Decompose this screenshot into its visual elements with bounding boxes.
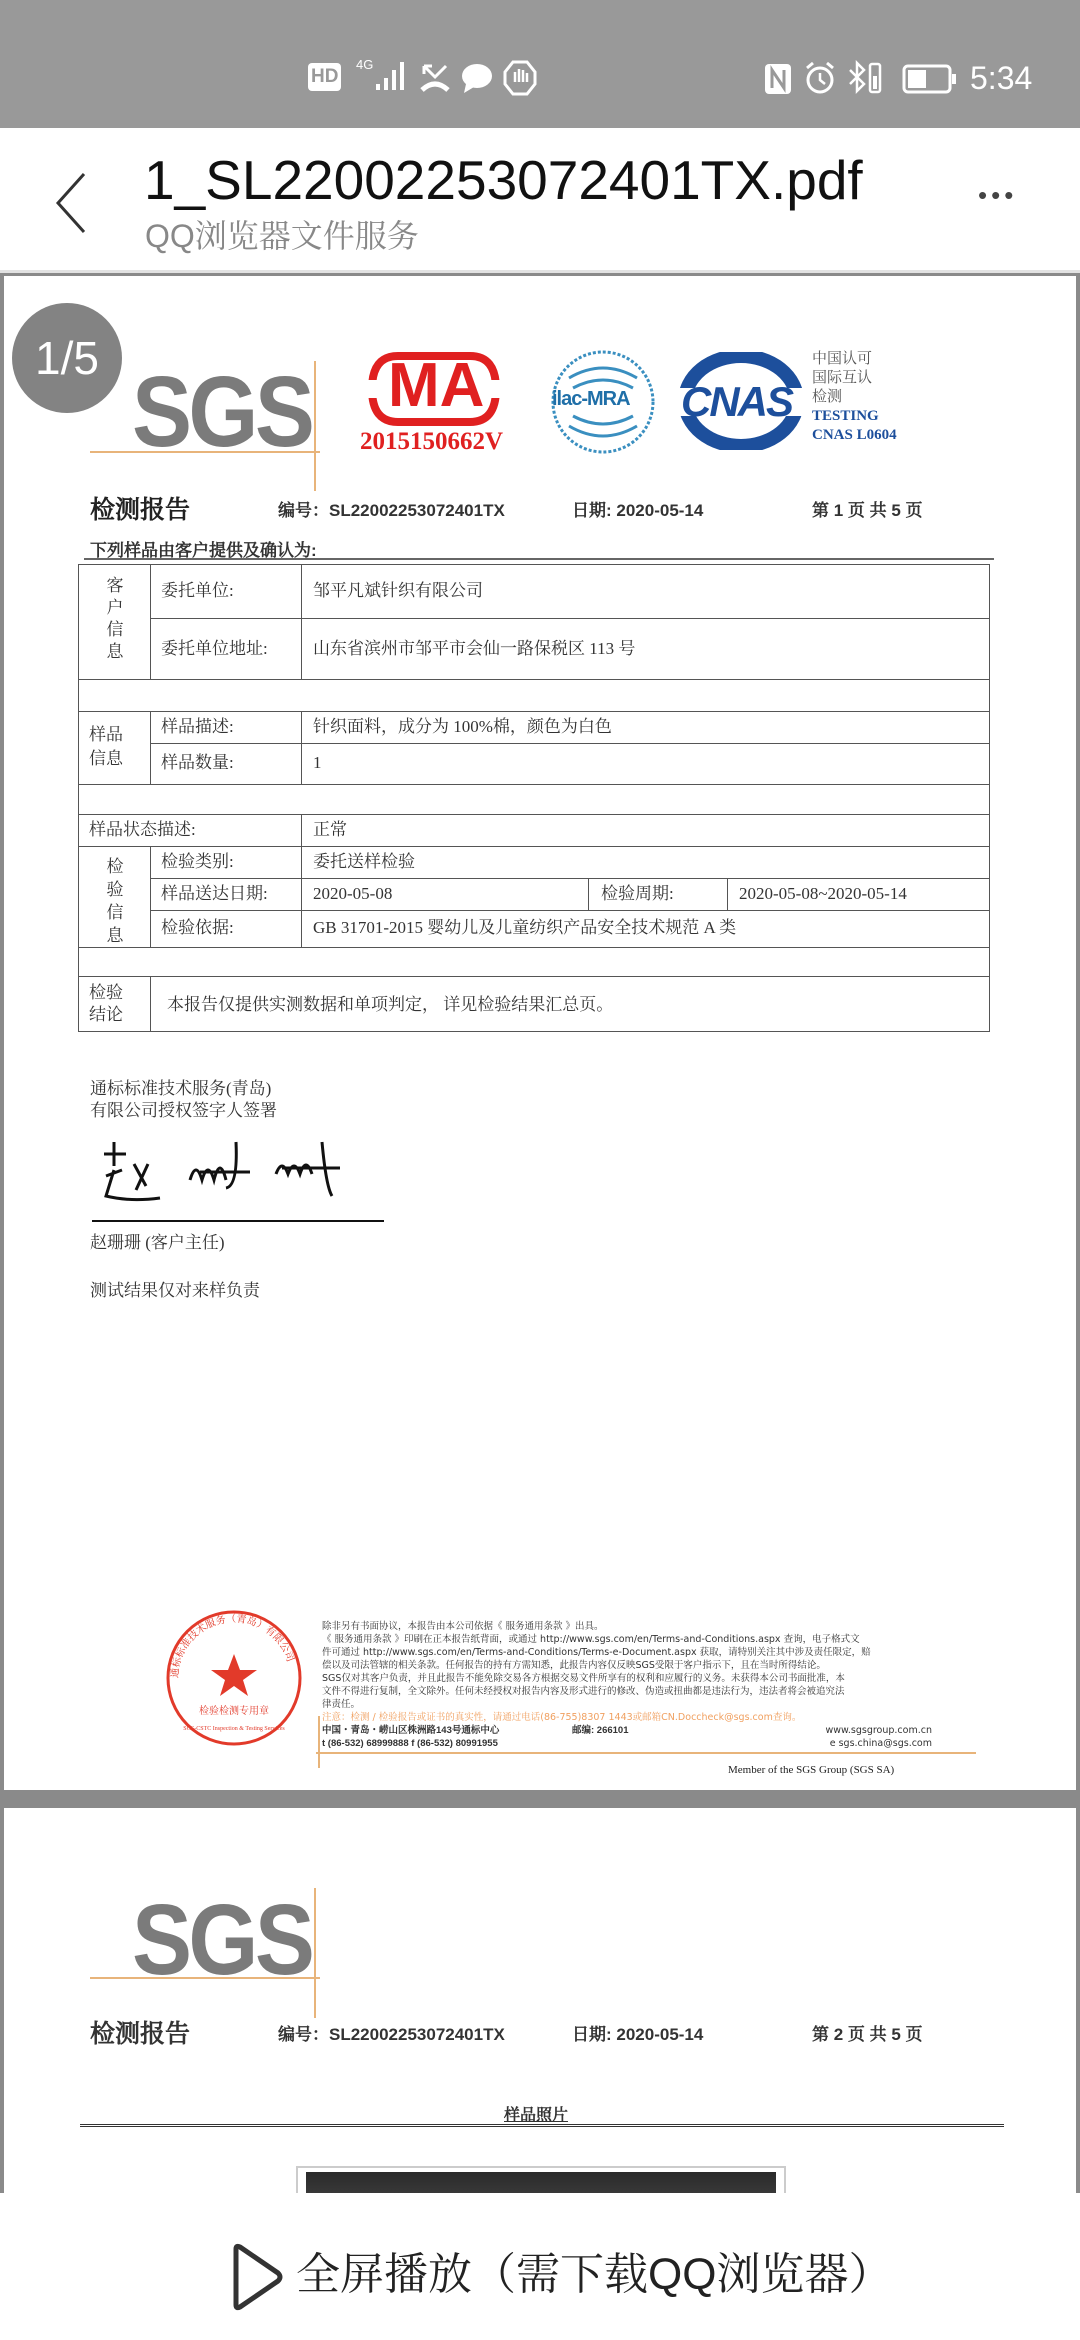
bluetooth-icon bbox=[846, 60, 882, 96]
svg-text:通标标准技术服务（青岛）有限公司: 通标标准技术服务（青岛）有限公司 bbox=[169, 1613, 296, 1679]
arrival-date: 2020-05-08 bbox=[313, 884, 393, 903]
sample-photo bbox=[296, 2166, 786, 2193]
missed-call-icon bbox=[420, 62, 450, 94]
client-group-label: 客户信息 bbox=[106, 576, 124, 661]
divider bbox=[80, 2124, 1004, 2127]
svg-text:SGS-CSTC Inspection & Testing: SGS-CSTC Inspection & Testing Services bbox=[183, 1726, 285, 1732]
alarm-icon bbox=[803, 60, 837, 96]
intro-text: 下列样品由客户提供及确认为: bbox=[90, 541, 317, 560]
signatory-org: 通标标准技术服务(青岛) 有限公司授权签字人签署 bbox=[90, 1079, 277, 1120]
report-title: 检测报告 bbox=[90, 2020, 191, 2048]
conclusion-label: 检验结论 bbox=[89, 983, 123, 1024]
sample-qty: 1 bbox=[313, 753, 322, 772]
report-number: 编号：SL22002253072401TX bbox=[278, 501, 505, 520]
page-number: 第 2 页 共 5 页 bbox=[812, 2025, 923, 2044]
chat-bubble-icon bbox=[460, 62, 494, 94]
play-icon bbox=[230, 2243, 286, 2311]
status-value: 正常 bbox=[313, 820, 347, 839]
fullscreen-play-label: 全屏播放（需下载QQ浏览器） bbox=[296, 2250, 893, 2299]
handwritten-signature bbox=[100, 1136, 350, 1216]
hand-stop-icon bbox=[503, 60, 537, 96]
divider bbox=[84, 558, 994, 560]
battery-icon bbox=[902, 64, 958, 94]
arrival-label: 样品送达日期: bbox=[161, 884, 268, 903]
disclaimer-note: 测试结果仅对来样负责 bbox=[90, 1281, 260, 1300]
client-addr-label: 委托单位地址: bbox=[161, 639, 268, 658]
basis-value: GB 31701-2015 婴幼儿及儿童纺织产品安全技术规范 A 类 bbox=[313, 918, 737, 937]
client-unit-label: 委托单位: bbox=[161, 581, 234, 600]
report-date: 日期: 2020-05-14 bbox=[572, 2025, 704, 2044]
pdf-page-2: SGS 检测报告 编号：SL22002253072401TX 日期: 2020-05-14 第 2 页 共 5 页 样品照片 bbox=[4, 1808, 1076, 2193]
file-subtitle: QQ浏览器文件服务 bbox=[145, 218, 419, 254]
client-addr: 山东省滨州市邹平市会仙一路保税区 113 号 bbox=[313, 639, 636, 658]
page-indicator-badge: 1/5 bbox=[12, 303, 122, 413]
signatory-name: 赵珊珊 (客户主任) bbox=[90, 1233, 225, 1252]
sample-info-table bbox=[78, 564, 990, 1032]
cnas-text: 中国认可 国际互认 检测 TESTING CNAS L0604 bbox=[812, 351, 897, 443]
signal-icon bbox=[374, 60, 410, 92]
client-unit: 邹平凡斌针织有限公司 bbox=[313, 581, 483, 600]
sample-desc: 针织面料，成分为 100%棉，颜色为白色 bbox=[313, 717, 612, 736]
file-title: 1_SL22002253072401TX.pdf bbox=[144, 149, 863, 211]
status-label: 样品状态描述: bbox=[89, 820, 196, 839]
footer-line bbox=[316, 1752, 976, 1754]
test-type: 委托送样检验 bbox=[313, 852, 415, 871]
pdf-page-1: SGS MA 2015150662V ilac-MRA CNAS 中国认可 国际互认 检测 TESTING CNAS L0604 检测报告 编号：SL22002253072401TX 日期: 2020-05-14 第 1 页 共 5 页 下列样品由客户提供及确认为: 客户信息 委托单位: 邹平凡斌针织有限公司 委托单位地址: 山东省滨州市邹平市会仙一路保税区 113 号 样品信息 样品描述: 针织面料，成分为 100%棉，颜色为白色 样品数量: 1 样品状态描述: 正常 检验信息 检验类别: 委托送样检验 样品送达日期: 2020-05-08 检验周期: 2020-05-08~2020-05-14 检验依据: GB 31701-2015 婴幼儿及儿童纺织产品安全技术规范 A 类 检验结论 本报告仅提供实测数据和单项判定， 详见检验结果汇总页。 通标标准技术服务(青岛) 有限公司授权签字人签署 赵珊珊 (客户主任) 测试结果仅对来样负责 通标标准技术服务（青岛）有限公司 检验检测专用章 SGS-CSTC Inspection & Testing Services 除非另有书面协议，本报告由本公司依据《 服务通用条款 》出具。 《 服务通用条款 》印刷在正本报告纸背面，或通过 http://www.sgs.com/en/Terms-and-Conditions.aspx 查询，电子格式文 件可通过 http://www.sgs.com/en/Terms-and-Conditions/Terms-e-Document.aspx 获取，请特别关注其中涉及责任限定，赔 偿以及司法管辖的相关条款。任何报告的持有方需知悉，此报告内容仅反映SGS受限于客户指示下，且在当时所得结论。 SGS仅对其客户负责，并且此报告不能免除交易各方根据交易文件所享有的权利和应履行的义务。未获得本公司书面批准，本 文件不得进行复制，全文除外。任何未经授权对报告内容及形式进行的修改、伪造或扭曲都是违法行为，违法者将会被追究法 律责任。 注意：检测 / 检验报告或证书的真实性，请通过电话(86-755)8307 1443或邮箱CN.Doccheck@sgs.com查询。 中国・青岛・崂山区株洲路143号通标中心 邮编: 266101 www.sgsgroup.com.cn t (86-532) 68999888 f (86-532) 80991955 e sgs.china@sgs.com Member of the SGS Group (SGS SA) bbox=[4, 276, 1076, 1790]
status-bar bbox=[0, 0, 1080, 128]
more-options-button[interactable]: ••• bbox=[978, 180, 1018, 210]
sample-desc-label: 样品描述: bbox=[161, 717, 234, 736]
report-title: 检测报告 bbox=[90, 496, 191, 524]
app-bar bbox=[0, 128, 1080, 273]
svg-text:检验检测专用章: 检验检测专用章 bbox=[199, 1706, 269, 1717]
report-date: 日期: 2020-05-14 bbox=[572, 501, 704, 520]
sample-group-label: 样品信息 bbox=[89, 725, 123, 768]
signature-line bbox=[92, 1220, 384, 1222]
fullscreen-play-button[interactable] bbox=[0, 2193, 1080, 2340]
clock-time: 5:34 bbox=[970, 60, 1033, 96]
report-number: 编号：SL22002253072401TX bbox=[278, 2025, 505, 2044]
footer-vline bbox=[318, 1716, 320, 1768]
member-text: Member of the SGS Group (SGS SA) bbox=[728, 1764, 895, 1776]
legal-footer: 除非另有书面协议，本报告由本公司依据《 服务通用条款 》出具。 《 服务通用条款 》印刷在正本报告纸背面，或通过 http://www.sgs.com/en/Terms-and-Conditions.aspx 查询，电子格式文 件可通过 http://www.sgs.com/en/Terms-and-Conditions/Terms-e-Document.aspx 获取，请特别关注其中涉及责任限定，赔 偿以及司法管辖的相关条款。任何报告的持有方需知悉，此报告内容仅反映SGS受限于客户指示下，且在当时所得结论。 SGS仅对其客户负责，并且此报告不能免除交易各方根据交易文件所享有的权利和应履行的义务。未获得本公司书面批准，本 文件不得进行复制，全文除外。任何未经授权对报告内容及形式进行的修改、伪造或扭曲都是违法行为，违法者将会被追究法 律责任。 注意：检测 / 检验报告或证书的真实性，请通过电话(86-755)8307 1443或邮箱CN.Doccheck@sgs.com查询。 中国・青岛・崂山区株洲路143号通标中心 邮编: 266101 www.sgsgroup.com.cn t (86-532) 68999888 f (86-532) 80991955 e sgs.china@sgs.com bbox=[322, 1621, 932, 1749]
test-type-label: 检验类别: bbox=[161, 852, 234, 871]
sample-qty-label: 样品数量: bbox=[161, 753, 234, 772]
page-number: 第 1 页 共 5 页 bbox=[812, 501, 923, 520]
nfc-icon bbox=[763, 62, 793, 96]
official-stamp bbox=[164, 1608, 304, 1748]
period-value: 2020-05-08~2020-05-14 bbox=[739, 884, 907, 903]
basis-label: 检验依据: bbox=[161, 918, 234, 937]
test-group-label: 检验信息 bbox=[106, 857, 124, 945]
back-button[interactable] bbox=[50, 170, 90, 236]
4g-label: 4G bbox=[356, 57, 374, 72]
period-label: 检验周期: bbox=[601, 884, 674, 903]
section-title: 样品照片 bbox=[504, 2107, 569, 2124]
hd-icon: HD bbox=[308, 63, 341, 91]
conclusion-text: 本报告仅提供实测数据和单项判定， 详见检验结果汇总页。 bbox=[167, 995, 614, 1014]
